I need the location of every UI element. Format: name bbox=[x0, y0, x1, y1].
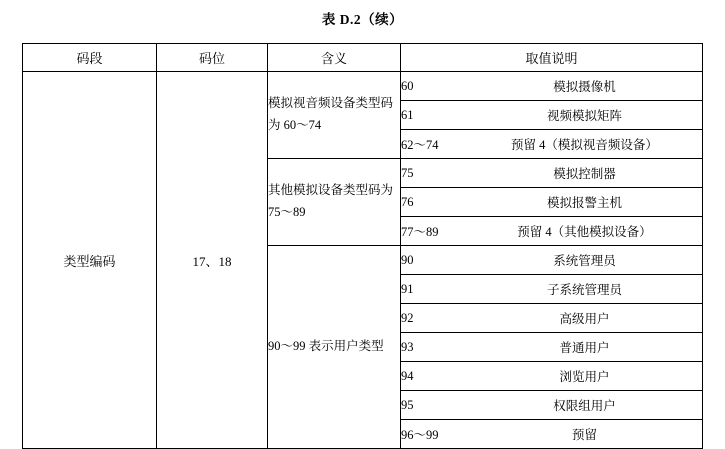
value-desc: 预留 4（其他模拟设备） bbox=[517, 225, 652, 239]
list-item bbox=[401, 101, 702, 130]
value-code: 75 bbox=[401, 159, 467, 188]
list-item bbox=[401, 188, 702, 217]
list-item bbox=[401, 130, 702, 159]
list-item bbox=[401, 420, 702, 449]
value-desc: 模拟摄像机 bbox=[467, 72, 702, 101]
value-code: 91 bbox=[401, 275, 467, 304]
value-code: 77～89 bbox=[401, 225, 439, 239]
table-header-row bbox=[23, 44, 703, 72]
list-item bbox=[401, 333, 702, 362]
cell-values-user-type bbox=[401, 246, 703, 449]
list-item bbox=[401, 246, 702, 275]
value-desc: 高级用户 bbox=[467, 304, 702, 333]
value-subtable-other-analog bbox=[401, 159, 702, 245]
value-subtable-analog-av bbox=[401, 72, 702, 158]
value-desc: 浏览用户 bbox=[467, 362, 702, 391]
column-header-code-position: 码位 bbox=[157, 44, 268, 72]
value-desc: 模拟报警主机 bbox=[467, 188, 702, 217]
table-caption: 表 D.2（续） bbox=[321, 12, 404, 27]
table-row bbox=[23, 72, 703, 159]
value-code: 76 bbox=[401, 188, 467, 217]
list-item bbox=[401, 391, 702, 420]
column-header-value-description: 取值说明 bbox=[401, 44, 703, 72]
value-code: 93 bbox=[401, 333, 467, 362]
column-header-code-segment: 码段 bbox=[23, 44, 157, 72]
value-code: 60 bbox=[401, 72, 467, 101]
value-code: 95 bbox=[401, 391, 467, 420]
value-desc: 预留 4（模拟视音频设备） bbox=[511, 138, 658, 152]
value-code: 90 bbox=[401, 246, 467, 275]
value-code: 92 bbox=[401, 304, 467, 333]
value-desc: 权限组用户 bbox=[467, 391, 702, 420]
cell-meaning-user-type: 90～99 表示用户类型 bbox=[268, 246, 401, 449]
list-item bbox=[401, 159, 702, 188]
value-desc: 预留 bbox=[571, 428, 597, 442]
list-item bbox=[401, 72, 702, 101]
list-item bbox=[401, 304, 702, 333]
cell-values-analog-av bbox=[401, 72, 703, 159]
list-item bbox=[401, 362, 702, 391]
list-item bbox=[401, 275, 702, 304]
list-item bbox=[401, 217, 702, 246]
cell-meaning-other-analog: 其他模拟设备类型码为 75～89 bbox=[268, 159, 401, 246]
value-desc: 系统管理员 bbox=[467, 246, 702, 275]
value-subtable-user-type bbox=[401, 246, 702, 448]
spec-table bbox=[22, 43, 703, 449]
cell-bit-code: 17、18 bbox=[157, 72, 268, 449]
value-code: 62～74 bbox=[401, 138, 439, 152]
cell-values-other-analog bbox=[401, 159, 703, 246]
value-code: 61 bbox=[401, 101, 467, 130]
value-code: 94 bbox=[401, 362, 467, 391]
value-desc: 模拟控制器 bbox=[467, 159, 702, 188]
cell-type-code: 类型编码 bbox=[23, 72, 157, 449]
cell-meaning-analog-av: 模拟视音频设备类型码为 60～74 bbox=[268, 72, 401, 159]
value-desc: 子系统管理员 bbox=[467, 275, 702, 304]
value-code: 96～99 bbox=[401, 428, 439, 442]
value-desc: 普通用户 bbox=[467, 333, 702, 362]
column-header-meaning: 含义 bbox=[268, 44, 401, 72]
table-container bbox=[22, 43, 702, 449]
value-desc: 视频模拟矩阵 bbox=[467, 101, 702, 130]
